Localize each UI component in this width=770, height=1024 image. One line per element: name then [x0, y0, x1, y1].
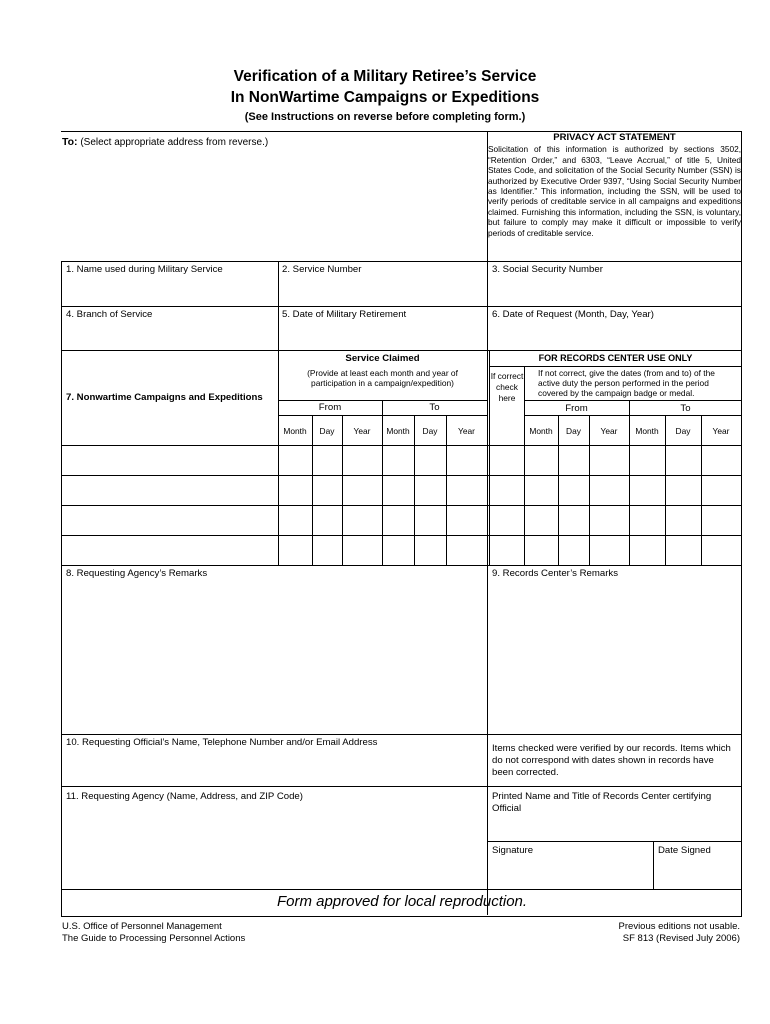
rule [489, 366, 742, 367]
col-day: Day [566, 426, 581, 436]
guide-label: The Guide to Processing Personnel Actions [62, 933, 246, 944]
retirement-date-field[interactable]: 5. Date of Military Retirement [282, 309, 407, 320]
from-header: From [318, 402, 342, 413]
opm-label: U.S. Office of Personnel Management [62, 921, 222, 932]
col-day: Day [422, 426, 438, 436]
rule [741, 131, 742, 917]
to-address[interactable] [62, 136, 268, 148]
col-year: Year [600, 426, 618, 436]
rule [701, 415, 702, 565]
name-field[interactable]: 1. Name used during Military Service [66, 264, 223, 275]
previous-editions: Previous editions not usable. [618, 921, 740, 932]
rule [61, 734, 742, 735]
to-label: To: [62, 136, 78, 148]
service-number-field[interactable]: 2. Service Number [282, 264, 362, 275]
rule [312, 415, 313, 565]
rule [61, 565, 742, 566]
col-day: Day [675, 426, 691, 436]
to-note: (Select appropriate address from reverse.) [77, 137, 269, 148]
form-title: Verification of a Military Retiree’s Service [233, 68, 537, 85]
not-correct-note: If not correct, give the dates (from and to) of the active duty the person performed in the period covered by the campaign badge or medal. [538, 368, 715, 398]
rule [487, 261, 488, 350]
request-date-field[interactable]: 6. Date of Request (Month, Day, Year) [492, 309, 654, 320]
privacy-text: Solicitation of this information is authorized by sections 3502, “Retention Order,” and 6303, “Leave Accrual,” of title 5, United States Code, and solicitation of the Social Security Number (SSN) is authorized by Executive Order 9397, “Using Social Security Number as Identifier.” This information, including the SSN, will be used to verify periods of creditable service in all campaigns and expeditions claimed. Furnishing this information, including the SSN, is voluntary, but failure to comply may make it difficult or impossible to verify periods of creditable service. [488, 144, 741, 238]
rule [653, 841, 654, 889]
service-claimed-heading: Service Claimed [345, 353, 420, 364]
campaigns-label: 7. Nonwartime Campaigns and Expeditions [66, 392, 263, 403]
col-year: Year [712, 426, 730, 436]
rule [589, 415, 590, 565]
agency-remarks-field[interactable]: 8. Requesting Agency’s Remarks [66, 568, 208, 579]
rule [487, 350, 488, 915]
rule [61, 445, 742, 446]
rule [61, 505, 742, 506]
rule [487, 131, 488, 261]
rule [524, 400, 742, 401]
rule [558, 415, 559, 565]
ssn-field[interactable]: 3. Social Security Number [492, 264, 603, 275]
certifying-official-field[interactable]: Printed Name and Title of Records Center certifying Official [492, 791, 712, 814]
requesting-official-field[interactable]: 10. Requesting Official’s Name, Telephone Number and/or Email Address [66, 737, 378, 748]
col-month: Month [529, 426, 553, 436]
signature-field[interactable]: Signature [492, 845, 534, 856]
col-day: Day [319, 426, 335, 436]
records-remarks-field[interactable]: 9. Records Center’s Remarks [492, 568, 619, 579]
col-month: Month [635, 426, 659, 436]
form-number: SF 813 (Revised July 2006) [622, 933, 740, 944]
requesting-agency-field[interactable]: 11. Requesting Agency (Name, Address, and ZIP Code) [66, 791, 303, 802]
rule [524, 415, 742, 416]
col-month: Month [283, 426, 307, 436]
rule [61, 306, 742, 307]
rule [414, 415, 415, 565]
rule [61, 131, 742, 132]
rule [487, 841, 742, 842]
rule [382, 400, 383, 565]
verified-note: Items checked were verified by our records. Items which do not correspond with dates shown in records have been corrected. [492, 743, 731, 778]
rule [61, 786, 742, 787]
branch-field[interactable]: 4. Branch of Service [66, 309, 153, 320]
rule [629, 400, 630, 565]
rule [61, 475, 742, 476]
rule [278, 261, 279, 350]
rule [278, 350, 279, 565]
rule [446, 415, 447, 565]
rule [61, 350, 742, 351]
approval-notice: Form approved for local reproduction. [276, 893, 528, 910]
rule [524, 366, 525, 565]
rule [61, 261, 742, 262]
privacy-act-statement [488, 133, 741, 238]
date-signed-field[interactable]: Date Signed [658, 845, 711, 856]
col-year: Year [458, 426, 475, 436]
check-note: If correct check here [490, 371, 524, 403]
rule [61, 916, 742, 917]
rc-from-header: From [565, 403, 588, 414]
service-claimed-note: (Provide at least each month and year of participation in a campaign/expedition) [307, 368, 458, 388]
rule [342, 415, 343, 565]
privacy-heading: PRIVACY ACT STATEMENT [553, 132, 676, 143]
form-instructions: (See Instructions on reverse before completing form.) [244, 111, 526, 123]
rc-to-header: To [680, 403, 691, 414]
rule [61, 889, 742, 890]
rule [61, 261, 62, 917]
col-month: Month [386, 426, 410, 436]
to-header: To [429, 402, 440, 413]
records-center-heading: FOR RECORDS CENTER USE ONLY [538, 353, 693, 363]
rule [61, 535, 742, 536]
form-subtitle: In NonWartime Campaigns or Expeditions [230, 89, 540, 106]
rule [665, 415, 666, 565]
col-year: Year [353, 426, 371, 436]
